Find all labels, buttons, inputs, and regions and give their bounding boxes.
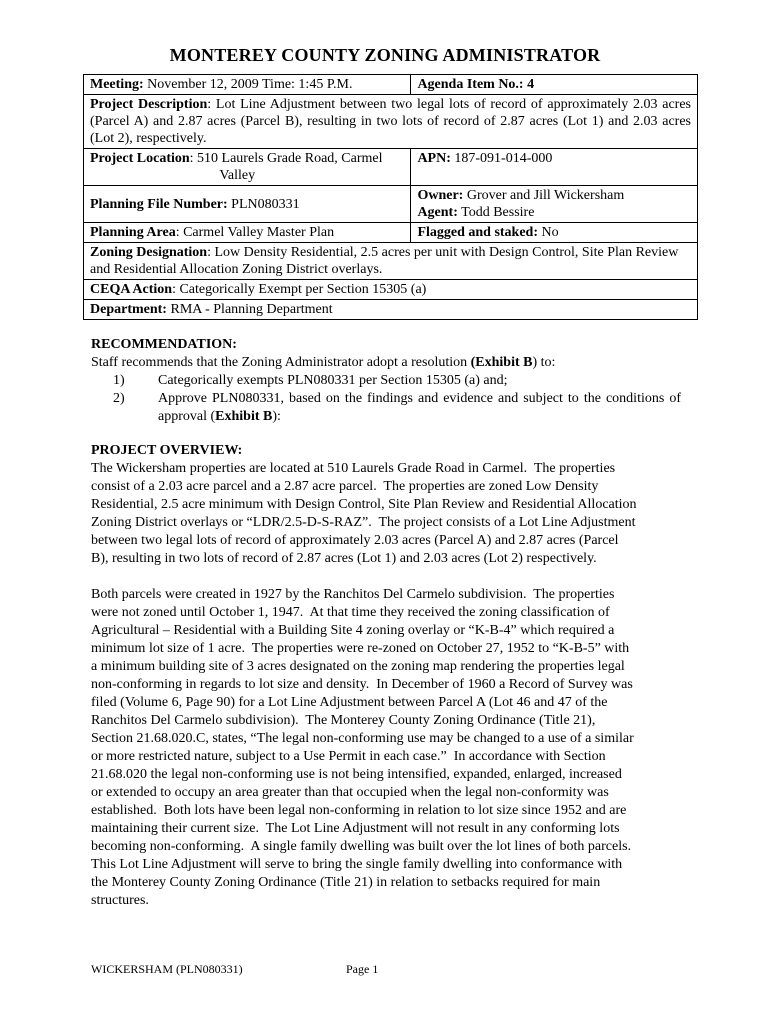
- recommendation-intro-end: ) to:: [532, 355, 556, 370]
- list-number: 1): [113, 373, 125, 388]
- project-description-row: [84, 95, 698, 149]
- list-text: [158, 390, 681, 426]
- planning-file-cell: [84, 186, 411, 223]
- agent-label: Agent:: [417, 205, 458, 220]
- planning-area-cell: [84, 223, 411, 243]
- project-overview-heading: PROJECT OVERVIEW:: [91, 443, 243, 458]
- recommendation-item-2: [91, 390, 681, 426]
- paragraph-line: established. Both lots have been legal non-conforming in relation to lot size since 1952 and are: [91, 803, 627, 818]
- department-label: Department:: [90, 302, 167, 317]
- project-location-label: Project Location: [90, 151, 190, 166]
- meeting-label: Meeting:: [90, 77, 144, 92]
- list-text: Categorically exempts PLN080331 per Section 15305 (a) and;: [158, 373, 508, 388]
- meeting-row: [84, 75, 698, 95]
- ceqa-row: [84, 280, 698, 300]
- recommendation-section: [91, 336, 681, 426]
- paragraph-line: B), resulting in two lots of record of 2.87 acres (Lot 1) and 2.03 acres (Lot 2) respectively.: [91, 551, 597, 566]
- recommendation-item-1: [91, 372, 681, 390]
- zoning-row: [84, 243, 698, 280]
- recommendation-heading: RECOMMENDATION:: [91, 337, 237, 352]
- paragraph-line: a minimum building site of 3 acres designated on the zoning map rendering the properties legal: [91, 659, 625, 674]
- ceqa-label: CEQA Action: [90, 282, 173, 297]
- planning-file-label: Planning File Number:: [90, 196, 228, 212]
- flagged-label: Flagged and staked:: [417, 225, 539, 240]
- project-location-cell: [84, 149, 411, 186]
- project-info-table: [83, 74, 698, 320]
- agent-value: Todd Bessire: [457, 205, 535, 220]
- paragraph-line: non-conforming in regards to lot size and density. In December of 1960 a Record of Survey was: [91, 677, 633, 692]
- meeting-cell: [84, 75, 411, 95]
- list-text-end: ):: [272, 409, 281, 424]
- zoning-label: Zoning Designation: [90, 245, 208, 260]
- project-location-value: : 510 Laurels Grade Road, Carmel: [189, 151, 383, 166]
- paragraph-line: between two legal lots of record of approximately 2.03 acres (Parcel A) and 2.87 acres (Parcel: [91, 533, 619, 548]
- department-value: RMA - Planning Department: [166, 302, 333, 317]
- recommendation-intro: [91, 354, 681, 372]
- paragraph-line: consist of a 2.03 acre parcel and a 2.87 acre parcel. The properties are zoned Low Density: [91, 479, 599, 494]
- meeting-value: November 12, 2009 Time: 1:45 P.M.: [143, 77, 353, 92]
- zoning-cell: [84, 243, 698, 280]
- owner-label: Owner:: [417, 188, 464, 203]
- recommendation-intro-text: Staff recommends that the Zoning Administrator adopt a resolution: [91, 355, 471, 370]
- paragraph-line: were not zoned until October 1, 1947. At that time they received the zoning classification of: [91, 605, 610, 620]
- project-location-row: [84, 149, 698, 186]
- project-description-label: Project Description: [90, 97, 208, 112]
- paragraph-line: The Wickersham properties are located at 510 Laurels Grade Road in Carmel. The properties: [91, 461, 616, 476]
- paragraph-line: Both parcels were created in 1927 by the Ranchitos Del Carmelo subdivision. The properties: [91, 587, 615, 602]
- apn-cell: [411, 149, 698, 186]
- planning-area-label: Planning Area: [90, 225, 176, 240]
- apn-label: APN:: [417, 151, 451, 166]
- owner-value: Grover and Jill Wickersham: [463, 188, 625, 203]
- paragraph-line: Ranchitos Del Carmelo subdivision). The Monterey County Zoning Ordinance (Title 21),: [91, 713, 596, 728]
- paragraph-line: 21.68.020 the legal non-conforming use is not being intensified, expanded, enlarged, increased: [91, 767, 622, 782]
- project-overview-section: [91, 442, 681, 910]
- department-cell: [84, 300, 698, 320]
- paragraph-line: Section 21.68.020.C, states, “The legal non-conforming use may be changed to a use of a similar: [91, 731, 634, 746]
- agenda-cell: [411, 75, 698, 95]
- list-text-exhibit: Exhibit B: [215, 409, 273, 424]
- overview-paragraph-2: [91, 586, 681, 910]
- page-number: Page 1: [346, 962, 379, 976]
- ceqa-cell: [84, 280, 698, 300]
- paragraph-line: becoming non-conforming. A single family dwelling was built over the lot lines of both parcels.: [91, 839, 632, 854]
- paragraph-line: Residential, 2.5 acre minimum with Design Control, Site Plan Review and Residential Allocation: [91, 497, 637, 512]
- footer-file-label: WICKERSHAM (PLN080331): [91, 962, 243, 976]
- paragraph-line: filed (Volume 6, Page 90) for a Lot Line Adjustment between Parcel A (Lot 46 and 47 of the: [91, 695, 608, 710]
- agenda-item-label: Agenda Item No.: 4: [417, 77, 535, 92]
- paragraph-line: or more restricted nature, subject to a Use Permit in each case.” In accordance with Section: [91, 749, 606, 764]
- apn-value: 187-091-014-000: [450, 151, 553, 166]
- project-description-cell: [84, 95, 698, 149]
- paragraph-line: Agricultural – Residential with a Building Site 4 zoning overlay or “K-B-4” which required a: [91, 623, 615, 638]
- paragraph-line: This Lot Line Adjustment will serve to bring the single family dwelling into conformance with: [91, 857, 623, 872]
- project-location-continuation: Valley: [219, 168, 256, 183]
- document-title: MONTEREY COUNTY ZONING ADMINISTRATOR: [169, 45, 601, 65]
- list-text-part: Approve PLN080331, based on the findings and evidence and subject to the conditions of approval (: [158, 391, 681, 424]
- paragraph-line: minimum lot size of 1 acre. The properties were re-zoned on October 27, 1952 to “K-B-5” with: [91, 641, 630, 656]
- list-number: 2): [113, 391, 125, 406]
- flagged-value: No: [538, 225, 559, 240]
- paragraph-spacer: [91, 568, 681, 586]
- owner-agent-cell: [411, 186, 698, 223]
- zoning-value: : Low Density Residential, 2.5 acres per unit with Design Control, Site Plan Review and Residential Allocation Zoning District overlays.: [90, 245, 679, 277]
- paragraph-line: structures.: [91, 893, 149, 908]
- planning-file-row: [84, 186, 698, 223]
- paragraph-line: Zoning District overlays or “LDR/2.5-D-S-RAZ”. The project consists of a Lot Line Adjustment: [91, 515, 636, 530]
- paragraph-line: maintaining their current size. The Lot Line Adjustment will not result in any conforming lots: [91, 821, 620, 836]
- recommendation-intro-exhibit: (Exhibit B: [470, 355, 533, 370]
- paragraph-line: or extended to occupy an area greater than that occupied when the legal non-conformity was: [91, 785, 609, 800]
- planning-area-value: : Carmel Valley Master Plan: [175, 225, 335, 240]
- flagged-cell: [411, 223, 698, 243]
- project-description-value: : Lot Line Adjustment between two legal lots of record of approximately 2.03 acres (Parcel A) and 2.87 acres (Parcel B), resulting in two lots of record of 2.87 acres (Lot 1) and 2.03 acres (Lot 2), respectively.: [90, 97, 692, 146]
- planning-area-row: [84, 223, 698, 243]
- department-row: [84, 300, 698, 320]
- paragraph-line: the Monterey County Zoning Ordinance (Title 21) in relation to setbacks required for main: [91, 875, 601, 890]
- planning-file-value: PLN080331: [227, 196, 300, 212]
- overview-paragraph-1: [91, 460, 681, 568]
- ceqa-value: : Categorically Exempt per Section 15305 (a): [172, 282, 427, 297]
